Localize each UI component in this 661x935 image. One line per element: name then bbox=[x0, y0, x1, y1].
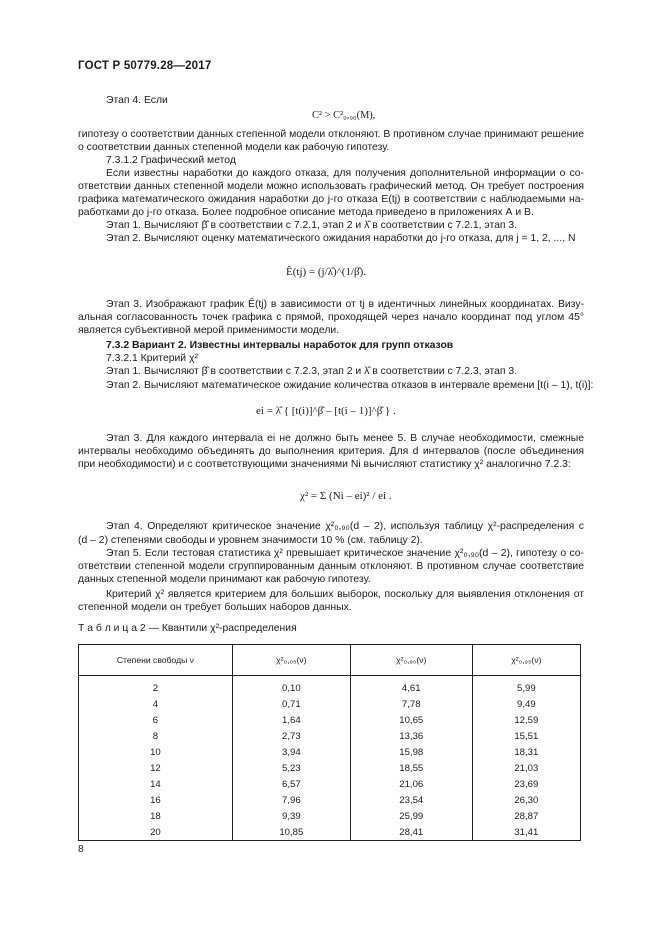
table-header-row bbox=[79, 645, 581, 676]
table-cell: 4,61 bbox=[350, 676, 472, 697]
column-header: χ²₀,₀₅(ν) bbox=[232, 645, 350, 676]
paragraph-line: Этап 3. Изображают график Ê(tj) в зависимости от tj в идентичных линейных координатах. Визу- bbox=[106, 299, 584, 310]
table-cell: 9,49 bbox=[472, 696, 580, 712]
table-cell: 15,98 bbox=[350, 744, 472, 760]
table-cell: 21,03 bbox=[472, 760, 580, 776]
table-cell: 0,10 bbox=[232, 676, 350, 697]
table-cell: 31,41 bbox=[472, 824, 580, 841]
table-cell: 0,71 bbox=[232, 696, 350, 712]
table-row bbox=[79, 760, 581, 776]
section-heading: 7.3.2.1 Критерий χ² bbox=[106, 353, 198, 364]
paragraph-line: (d – 2) степенями свободы и уровнем значимости 10 % (см. таблицу 2). bbox=[78, 535, 423, 546]
table-row bbox=[79, 824, 581, 841]
table-cell: 10,65 bbox=[350, 712, 472, 728]
paragraph-line: Этап 5. Если тестовая статистика χ² превышает критическое значение χ²₀,₉₀(d – 2), гипотезу о со- bbox=[106, 548, 584, 559]
paragraph-line: работками до j-го отказа. Более подробное описание метода приведено в приложениях А и В. bbox=[78, 207, 534, 218]
table-caption: Т а б л и ц а 2 — Квантили χ²-распределения bbox=[78, 623, 297, 634]
paragraph-line: гипотезу о соответствии данных степенной модели отклоняют. В противном случае принимают решение bbox=[78, 129, 584, 140]
chi-square-quantiles-table bbox=[78, 644, 581, 841]
table-cell: 5,99 bbox=[472, 676, 580, 697]
stage4-intro: Этап 4. Если bbox=[106, 95, 168, 106]
table-cell: 4 bbox=[79, 696, 233, 712]
table-cell: 16 bbox=[79, 792, 233, 808]
paragraph-line: данных степенной модели принимают как рабочую гипотезу. bbox=[78, 574, 371, 585]
column-header: χ²₀,₉₅(ν) bbox=[472, 645, 580, 676]
table-cell: 13,36 bbox=[350, 728, 472, 744]
paragraph-line: при необходимости) и с соответствующими значениями Ni вычисляют статистику χ² аналогично 7.2.3: bbox=[78, 459, 571, 470]
table-cell: 12 bbox=[79, 760, 233, 776]
table-cell: 23,54 bbox=[350, 792, 472, 808]
table-cell: 25,99 bbox=[350, 808, 472, 824]
table-row bbox=[79, 744, 581, 760]
section-heading: 7.3.2 Вариант 2. Известны интервалы наработок для групп отказов bbox=[106, 340, 454, 351]
table-row bbox=[79, 776, 581, 792]
table-cell: 15,51 bbox=[472, 728, 580, 744]
table-cell: 9,39 bbox=[232, 808, 350, 824]
table-cell: 10,85 bbox=[232, 824, 350, 841]
table-cell: 2,73 bbox=[232, 728, 350, 744]
table-row bbox=[79, 696, 581, 712]
formula-expectation: Ê(tj) = (j/λ̂)^(1/β̂). bbox=[286, 266, 367, 278]
table-row bbox=[79, 792, 581, 808]
paragraph-line: графика математического ожидания наработки до j-го отказа E(tj) в соответствии с наблюдаемыми на- bbox=[78, 194, 584, 205]
column-header: Степени свободы ν bbox=[79, 645, 233, 676]
formula-ei: ei = λ̂ { [t(i)]^β̂ – [t(i – 1)]^β̂ } . bbox=[256, 405, 396, 417]
paragraph-line: Этап 2. Вычисляют математическое ожидание количества отказов в интервале времени [t(i – 1), t(i)]: bbox=[106, 380, 594, 391]
formula-chi-square: χ² = Σ (Ni – ei)² / ei . bbox=[300, 490, 392, 502]
table-cell: 23,69 bbox=[472, 776, 580, 792]
table-cell: 28,87 bbox=[472, 808, 580, 824]
paragraph-line: Этап 1. Вычисляют β̂ в соответствии с 7.2.1, этап 2 и λ̂ в соответствии с 7.2.1, этап 3. bbox=[106, 220, 518, 231]
table-cell: 18,55 bbox=[350, 760, 472, 776]
paragraph-line: альная согласованность точек графика с прямой, проходящей через начало координат под углом 45° bbox=[78, 312, 584, 323]
paragraph-line: Этап 2. Вычисляют оценку математического ожидания наработки до j-го отказа, для j = 1, 2, ..., N bbox=[106, 233, 576, 244]
formula-c2: C² > C²₀,₉₀(M), bbox=[312, 110, 376, 121]
table-cell: 7,78 bbox=[350, 696, 472, 712]
table-cell: 8 bbox=[79, 728, 233, 744]
table-row bbox=[79, 808, 581, 824]
table-cell: 14 bbox=[79, 776, 233, 792]
paragraph-line: о соответствии данных степенной модели как рабочую гипотезу. bbox=[78, 142, 390, 153]
table-cell: 1,64 bbox=[232, 712, 350, 728]
section-heading: 7.3.1.2 Графический метод bbox=[106, 155, 236, 166]
table-row bbox=[79, 712, 581, 728]
paragraph-line: Этап 4. Определяют критическое значение χ²₀,₉₀(d – 2), используя таблицу χ²-распределения с bbox=[106, 521, 584, 532]
table-row bbox=[79, 676, 581, 697]
table-cell: 7,96 bbox=[232, 792, 350, 808]
paragraph-line: Критерий χ² является критерием для больших выборок, поскольку для выявления отклонения от bbox=[106, 589, 584, 600]
paragraph-line: Этап 1. Вычисляют β̂ в соответствии с 7.2.3, этап 2 и λ̂ в соответствии с 7.2.3, этап 3. bbox=[106, 366, 518, 377]
table-row bbox=[79, 728, 581, 744]
paragraph-line: степенной модели он требует больших наборов данных. bbox=[78, 602, 352, 613]
table-cell: 6 bbox=[79, 712, 233, 728]
table-cell: 26,30 bbox=[472, 792, 580, 808]
table-cell: 21,06 bbox=[350, 776, 472, 792]
paragraph-line: Если известны наработки до каждого отказа, для получения дополнительной информации о со- bbox=[106, 168, 584, 179]
table-cell: 28,41 bbox=[350, 824, 472, 841]
column-header: χ²₀,₉₀(ν) bbox=[350, 645, 472, 676]
paragraph-line: является субъективной мерой применимости модели. bbox=[78, 325, 340, 336]
table-cell: 2 bbox=[79, 676, 233, 697]
table-cell: 6,57 bbox=[232, 776, 350, 792]
table-cell: 12,59 bbox=[472, 712, 580, 728]
table-cell: 18,31 bbox=[472, 744, 580, 760]
table-cell: 20 bbox=[79, 824, 233, 841]
paragraph-line: Этап 3. Для каждого интервала ei не должно быть менее 5. В случае необходимости, смежные bbox=[106, 433, 584, 444]
table-cell: 3,94 bbox=[232, 744, 350, 760]
standard-header: ГОСТ Р 50779.28—2017 bbox=[78, 60, 212, 72]
paragraph-line: ответствии данных степенной модели можно использовать графический метод. Он требует построения bbox=[78, 181, 584, 192]
table-cell: 18 bbox=[79, 808, 233, 824]
page-number: 8 bbox=[78, 844, 84, 855]
paragraph-line: интервалы необходимо объединять до выполнения критерия. Для d интервалов (после объединения bbox=[78, 446, 584, 457]
table-cell: 10 bbox=[79, 744, 233, 760]
table-cell: 5,23 bbox=[232, 760, 350, 776]
paragraph-line: ответствии степенной модели сгруппированным данным отклоняют. В противном случае соответствие bbox=[78, 561, 584, 572]
